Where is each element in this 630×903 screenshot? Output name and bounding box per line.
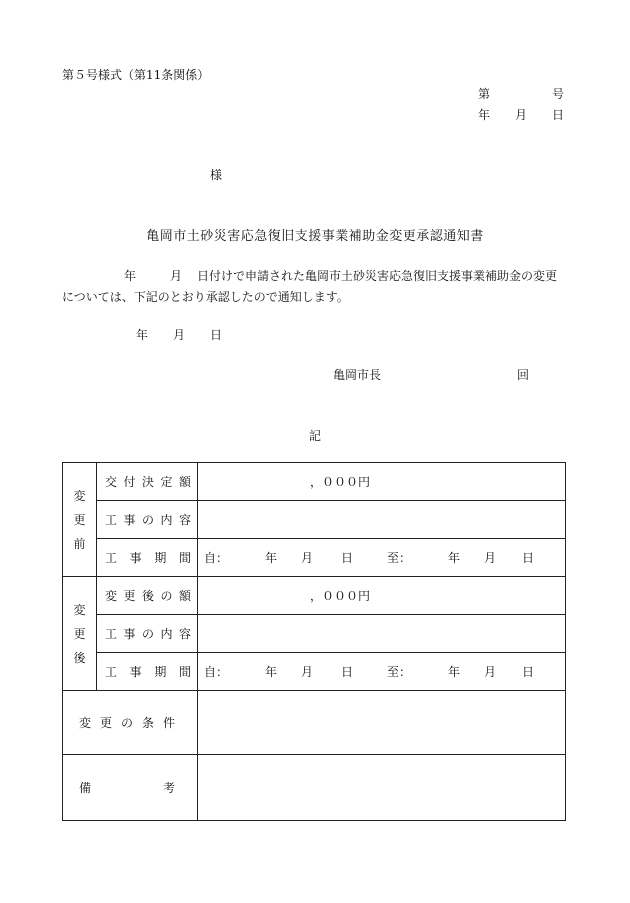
remarks-label: 備考 xyxy=(63,755,198,821)
before-work-content-value xyxy=(198,501,566,539)
period-year: 年 xyxy=(448,551,461,565)
number-suffix: 号 xyxy=(551,87,564,101)
number-prefix: 第 xyxy=(478,87,491,101)
table-row xyxy=(63,653,566,691)
issue-day: 日 xyxy=(209,328,222,342)
seal-mark: 回 xyxy=(517,368,530,382)
date-month: 月 xyxy=(514,108,527,122)
after-work-content-label: 工事の内容 xyxy=(97,615,198,653)
after-work-period-value xyxy=(198,653,566,691)
period-year: 年 xyxy=(265,551,278,565)
to-label: 至： xyxy=(387,551,412,565)
document-title: 亀岡市土砂災害応急復旧支援事業補助金変更承認通知書 xyxy=(146,229,484,244)
date-day: 日 xyxy=(551,108,564,122)
decided-amount-value: ，０００円 xyxy=(198,463,566,501)
period-year: 年 xyxy=(265,665,278,679)
after-work-period-label: 工事期間 xyxy=(97,653,198,691)
body-line2: については、下記のとおり承認したので通知します。 xyxy=(62,290,349,304)
date-year: 年 xyxy=(478,108,491,122)
change-details-table xyxy=(62,462,566,821)
period-year: 年 xyxy=(448,665,461,679)
conditions-label: 変更の条件 xyxy=(63,691,198,755)
before-work-period-value xyxy=(198,539,566,577)
after-group-label: 変 更 後 xyxy=(63,577,97,691)
addressee: 様 xyxy=(210,168,223,182)
body-month: 月 xyxy=(170,269,183,283)
from-label: 自： xyxy=(204,551,229,565)
conditions-value xyxy=(198,691,566,755)
before-work-content-label: 工事の内容 xyxy=(97,501,198,539)
table-row xyxy=(63,463,566,501)
changed-amount-label: 変更後の額 xyxy=(97,577,198,615)
period-day: 日 xyxy=(341,551,354,565)
changed-amount-value: ，０００円 xyxy=(198,577,566,615)
period-month: 月 xyxy=(484,551,497,565)
table-row xyxy=(63,539,566,577)
body-text xyxy=(62,266,567,308)
document-number-line xyxy=(478,85,564,102)
issue-date xyxy=(136,326,222,343)
period-day: 日 xyxy=(522,551,535,565)
table-row xyxy=(63,615,566,653)
before-work-period-label: 工事期間 xyxy=(97,539,198,577)
period-day: 日 xyxy=(341,665,354,679)
table-row xyxy=(63,755,566,821)
table-row xyxy=(63,577,566,615)
ki-heading: 記 xyxy=(309,429,322,443)
period-month: 月 xyxy=(301,665,314,679)
after-work-content-value xyxy=(198,615,566,653)
form-id: 第５号様式（第11条関係） xyxy=(62,68,210,82)
remarks-value xyxy=(198,755,566,821)
before-group-label: 変 更 前 xyxy=(63,463,97,577)
document-date-line xyxy=(478,106,564,123)
body-year: 年 xyxy=(124,269,137,283)
issue-year: 年 xyxy=(136,328,149,342)
issue-month: 月 xyxy=(172,328,185,342)
decided-amount-label: 交付決定額 xyxy=(97,463,198,501)
period-day: 日 xyxy=(522,665,535,679)
table-row xyxy=(63,691,566,755)
issuer: 亀岡市長 xyxy=(333,368,382,382)
period-month: 月 xyxy=(301,551,314,565)
table-row xyxy=(63,501,566,539)
to-label: 至： xyxy=(387,665,412,679)
body-line1: 日付けで申請された亀岡市土砂災害応急復旧支援事業補助金の変更 xyxy=(197,269,558,283)
from-label: 自： xyxy=(204,665,229,679)
period-month: 月 xyxy=(484,665,497,679)
